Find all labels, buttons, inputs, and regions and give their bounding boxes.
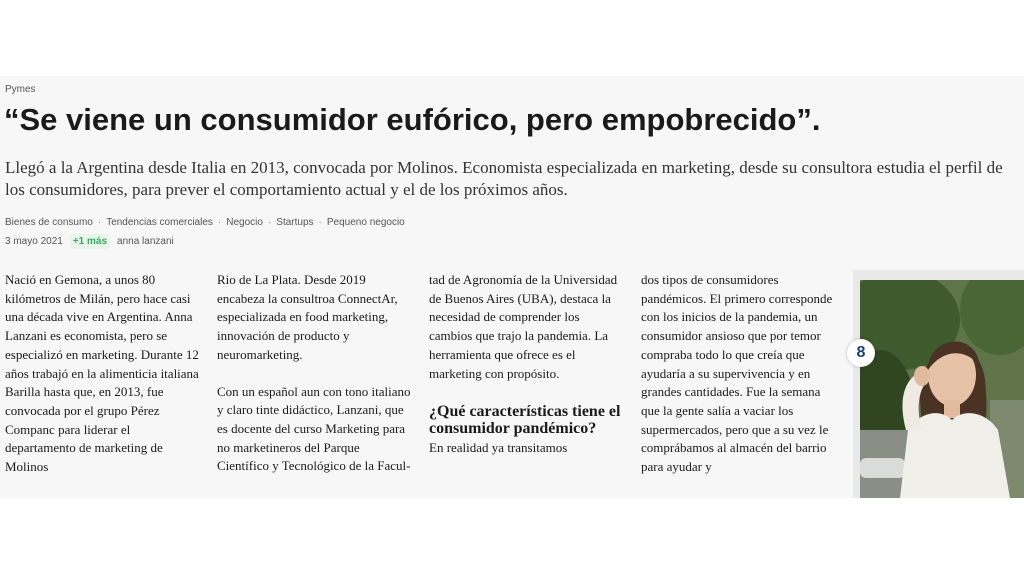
headline: “Se viene un consumidor eufórico, pero empobrecido”. bbox=[4, 102, 821, 137]
tag-link[interactable]: Pequeno negocio bbox=[326, 217, 405, 228]
portrait-photo bbox=[853, 270, 1024, 498]
tag-list bbox=[5, 217, 405, 228]
body-paragraph: tad de Agronomía de la Universidad de Buenos Aires (UBA), destaca la necesidad de comprender los cambios que trajo la pandemia. La herramienta que ofrece es el marketing con propósito. bbox=[429, 272, 618, 381]
publish-date: 3 mayo 2021 bbox=[5, 236, 63, 247]
separator-dot: · bbox=[97, 217, 102, 228]
lead-paragraph: Llegó a la Argentina desde Italia en 2013, convocada por Molinos. Economista especializada en marketing, desde su consultora estudia el perfil de los consumidores, para prever el comportamiento actual y el de los próximos años. bbox=[5, 158, 1003, 199]
page-number-badge: 8 bbox=[847, 339, 875, 367]
question-subhead: ¿Qué características tiene el consumidor pandémico? bbox=[429, 403, 621, 438]
separator-dot: · bbox=[267, 217, 272, 228]
body-paragraph: Nació en Gemona, a unos 80 kilómetros de Milán, pero hace casi una década vive en Argentina. Anna Lanzani es economista, pero se especializó en marketing. Durante 12 años trabajó en la alimenticia italiana Barilla hasta que, en 2013, fue convocada por el grupo Pérez Companc para liderar el departamento de marketing de Molinos bbox=[5, 272, 199, 475]
article-meta bbox=[5, 234, 174, 249]
body-paragraph: Rio de La Plata. Desde 2019 encabeza la consultroa ConnectAr, especializada en food marketing, innovación de producto y neuromarketing. bbox=[217, 272, 398, 362]
author-name[interactable]: anna lanzani bbox=[117, 236, 174, 247]
tag-link[interactable]: Negocio bbox=[226, 217, 263, 228]
more-badge[interactable]: +1 más bbox=[70, 234, 110, 249]
portrait-image bbox=[860, 280, 1024, 498]
article bbox=[0, 76, 1024, 498]
body-column-1 bbox=[5, 271, 201, 477]
body-paragraph: dos tipos de consumidores pandémicos. El primero corresponde con los inicios de la pandemia, un consumidor ansioso que por temor compraba todo lo que creía que ayudaría a su supervivencia y en grandes cantidades. Fue la semana que la gente salía a vaciar los supermercados, pero que a su vez le comprábamos al almacén del barrio para ayudar y bbox=[641, 272, 833, 475]
separator-dot: · bbox=[318, 217, 322, 228]
body-paragraph: En realidad ya transitamos bbox=[429, 440, 568, 456]
body-column-2 bbox=[217, 271, 413, 476]
body-column-3 bbox=[429, 271, 625, 458]
section-label[interactable]: Pymes bbox=[5, 84, 36, 95]
body-column-4 bbox=[641, 271, 837, 477]
tag-link[interactable]: Startups bbox=[276, 217, 314, 228]
tag-link[interactable]: Bienes de consumo bbox=[5, 217, 93, 228]
separator-dot: · bbox=[217, 217, 222, 228]
body-paragraph: Con un español aun con tono italiano y claro tinte didáctico, Lanzani, que es docente del curso Marketing para no marketineros del Parque Científico y Tecnológico de la Facul- bbox=[217, 383, 411, 474]
tag-link[interactable]: Tendencias comerciales bbox=[106, 217, 213, 228]
